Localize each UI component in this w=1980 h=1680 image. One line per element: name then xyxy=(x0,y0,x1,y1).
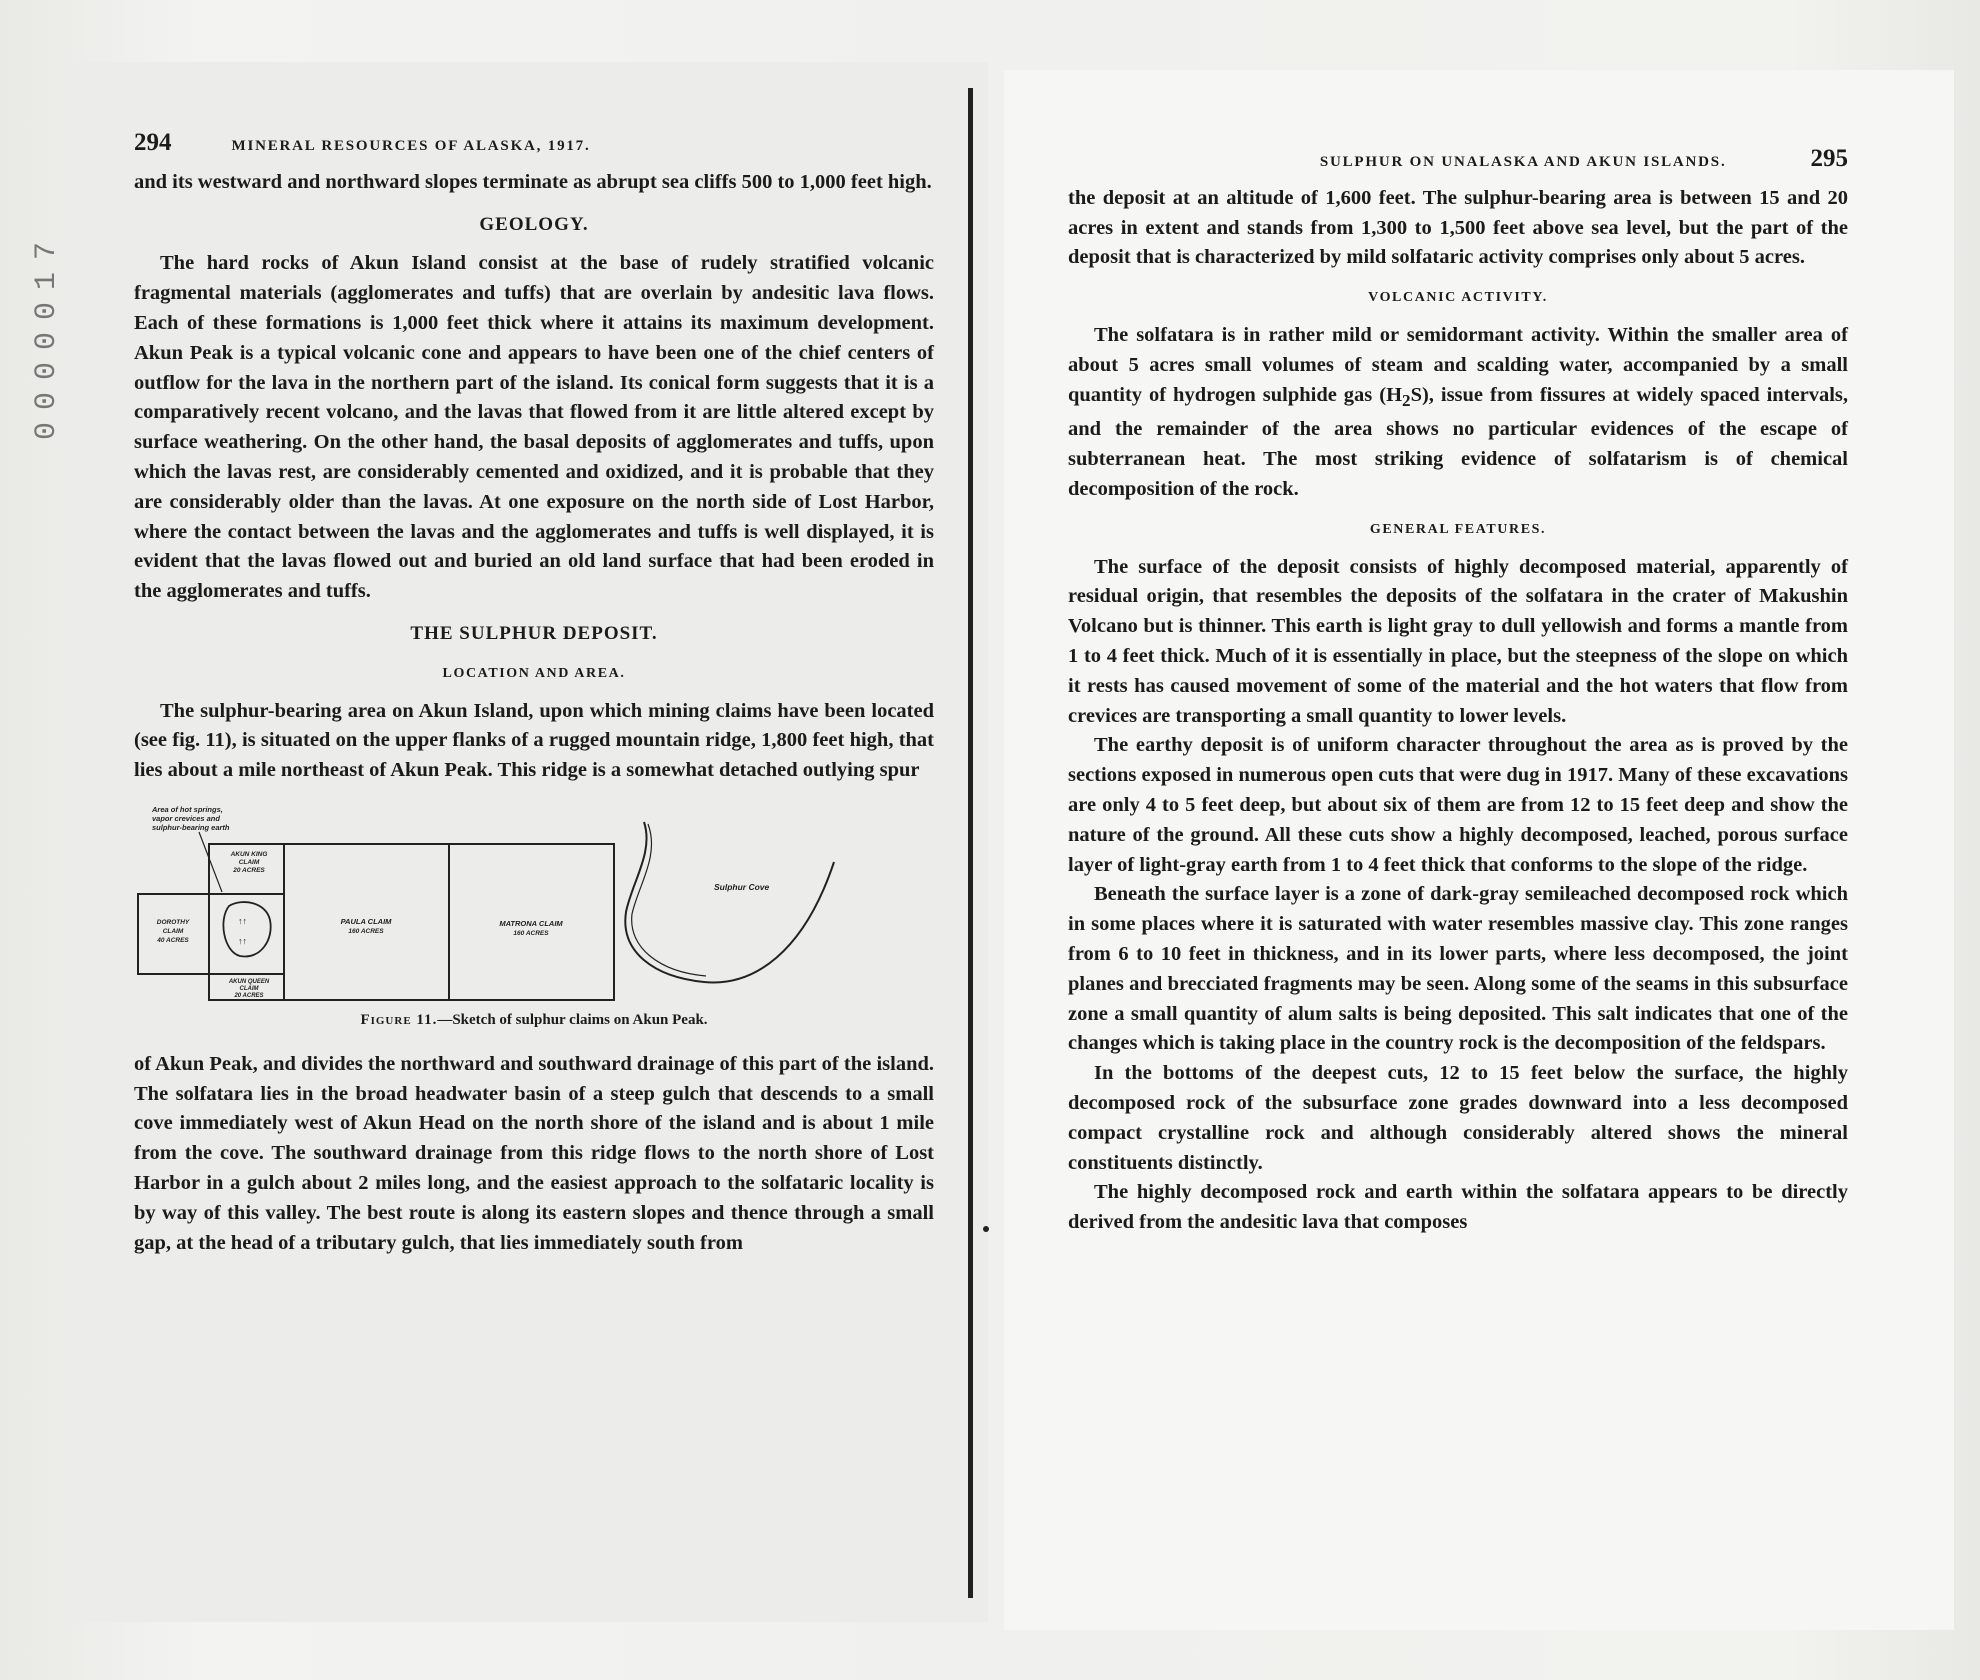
left-running-head xyxy=(134,128,934,162)
paragraph-general-5: The highly decomposed rock and earth within the solfatara appears to be directly derived from the andesitic lava that composes xyxy=(1068,1181,1848,1234)
subheading-general-features: GENERAL FEATURES. xyxy=(1369,521,1547,537)
paragraph-altitude: the deposit at an altitude of 1,600 feet. The sulphur-bearing area is between 15 and 20 acres in extent and stands from 1,300 to 1,500 feet above sea level, but the part of the deposit that is characterized by mild solfataric activity comprises only about 5 acres. xyxy=(1068,186,1848,269)
paragraph-general-2: The earthy deposit is of uniform character throughout the area as is proved by the sections exposed in numerous open cuts that were dug in 1917. Many of these excavations are only 4 to 5 feet deep, but about six of them are from 12 to 15 feet deep and show the nature of the ground. All these cuts show a highly decomposed, leached, porous surface layer of light-gray earth from 1 to 4 feet thick that conforms to the slope of the ridge. xyxy=(1068,734,1848,876)
spring-symbol-2: ↑↑ xyxy=(238,935,247,946)
hot-springs-label-1: Area of hot springs, xyxy=(152,804,223,814)
left-page xyxy=(134,128,934,1258)
paragraph-drainage: of Akun Peak, and divides the northward and southward drainage of this part of the island. The solfatara lies in the broad headwater basin of a steep gulch that descends to a small cove immediately west of Akun Head on the north shore of the island and is about 1 mile from the cove. The southward drainage from this ridge flows to the north shore of Lost Harbor in a gulch about 2 miles long, and the easiest approach to the solfataric locality is by way of this valley. The best route is along its eastern slopes and thence through a small gap, at the head of a tributary gulch, that lies immediately south from xyxy=(134,1052,934,1254)
akun-king-acres: 20 ACRES xyxy=(233,866,265,874)
akun-queen-claim-word: CLAIM xyxy=(239,985,259,992)
spring-symbol-1: ↑↑ xyxy=(238,915,247,926)
hot-springs-label-3: sulphur-bearing earth xyxy=(152,822,230,832)
heading-sulphur-deposit: THE SULPHUR DEPOSIT. xyxy=(410,622,658,644)
paragraph-general-1: The surface of the deposit consists of highly decomposed material, apparently of residual origin, that resembles the deposits of the solfatara in the crater of Makushin Volcano but is thinner. This earth is light gray to dull yellowish and forms a mantle from 1 to 4 feet thick. Much of it is essentially in place, but the steepness of the slope on which it rests has caused movement of some of the material and the hot waters that flow from crevices are transporting a small quantity to lower levels. xyxy=(1068,555,1848,727)
coastline-outer xyxy=(625,822,834,982)
hot-springs-claim-box xyxy=(209,894,284,974)
paragraph-volcanic xyxy=(1068,321,1848,505)
book-gutter-line xyxy=(968,88,973,1598)
paragraph-general-4: In the bottoms of the deepest cuts, 12 to 15 feet below the surface, the highly decomposed rock of the subsurface zone grades downward into a less decomposed compact crystalline rock and although considerably altered shows the mineral constituents distinctly. xyxy=(1068,1062,1848,1174)
figure-caption xyxy=(134,1006,934,1036)
hot-springs-area-outline xyxy=(223,902,270,956)
akun-queen-label: AKUN QUEEN xyxy=(228,978,270,985)
paragraph-intro: and its westward and northward slopes terminate as abrupt sea cliffs 500 to 1,000 feet high. xyxy=(134,170,932,193)
heading-geology: GEOLOGY. xyxy=(479,213,589,235)
paragraph-location: The sulphur-bearing area on Akun Island, upon which mining claims have been located (see fig. 11), is situated on the upper flanks of a rugged mountain ridge, 1,800 feet high, that lies about a mile northeast of Akun Peak. This ridge is a somewhat detached outlying spur xyxy=(134,699,934,782)
left-running-title: MINERAL RESOURCES OF ALASKA, 1917. xyxy=(231,138,591,154)
hot-springs-leader-line xyxy=(199,832,222,892)
left-page-number: 294 xyxy=(134,129,172,156)
figure-number: Figure 11. xyxy=(360,1011,438,1028)
figure-claims-sketch xyxy=(134,802,934,1036)
paragraph-general-3: Beneath the surface layer is a zone of dark-gray semileached decomposed rock which in some places where it is saturated with water resembles massive clay. This zone ranges from 6 to 10 feet in thickness, and in its lower parts, where less decomposed, the joint planes and brecciated fragments may be seen. Along some of the seams in this subsurface zone a small quantity of alum salts is being deposited. This salt indicates that one of the changes which is taking place in the country rock is the decomposition of the feldspars. xyxy=(1068,883,1848,1055)
paula-label: PAULA CLAIM xyxy=(340,916,392,926)
akun-queen-acres: 20 ACRES xyxy=(234,992,264,999)
paragraph-geology: The hard rocks of Akun Island consist at the base of rudely stratified volcanic fragmental materials (agglomerates and tuffs) that are overlain by andesitic lava flows. Each of these formations is 1,000 feet thick where it attains its maximum development. Akun Peak is a typical volcanic cone and appears to have been one of the chief centers of outflow for the lava in the northern part of the island. Its conical form suggests that it is a comparatively recent volcano, and the lavas that flowed from it are little altered except by surface weathering. On the other hand, the basal deposits of agglomerates and tuffs, upon which the lavas rest, are considerably cemented and oxidized, and it is probable that they are considerably older than the lavas. At one exposure on the north side of Lost Harbor, where the contact between the lavas and the agglomerates and tuffs is well displayed, it is evident that the lavas flowed out and buried an old land surface that had been eroded in the agglomerates and tuffs. xyxy=(134,252,934,603)
matrona-label: MATRONA CLAIM xyxy=(499,918,563,928)
akun-king-label: AKUN KING xyxy=(230,850,268,858)
subheading-volcanic-activity: VOLCANIC ACTIVITY. xyxy=(1368,290,1548,306)
gutter-dot xyxy=(983,1226,989,1232)
subheading-location-area: LOCATION AND AREA. xyxy=(442,665,626,681)
right-page-number: 295 xyxy=(1810,145,1848,172)
figure-caption-text: —Sketch of sulphur claims on Akun Peak. xyxy=(437,1011,708,1028)
volcanic-text-after: S), issue from fissures at widely spaced intervals, and the remainder of the area shows no particular evidences of the escape of subterranean heat. The most striking evidence of solfatarism is of chemical decomposition of the rock. xyxy=(1068,383,1848,501)
right-running-head xyxy=(1068,144,1848,178)
dorothy-claim-word: CLAIM xyxy=(162,927,184,935)
sulphur-cove-label: Sulphur Cove xyxy=(714,881,770,892)
right-running-title: SULPHUR ON UNALASKA AND AKUN ISLANDS. xyxy=(1319,154,1727,170)
right-page xyxy=(1068,144,1848,1238)
dorothy-acres: 40 ACRES xyxy=(157,936,189,944)
coastline-inner xyxy=(632,824,706,976)
volcanic-text-before: The solfatara is in rather mild or semidormant activity. Within the smaller area of about 5 acres small volumes of steam and scalding water, accompanied by a small quantity of hydrogen sulphide gas (H xyxy=(1068,323,1848,406)
scan-id-stamp: 0000017 xyxy=(30,229,64,440)
dorothy-label: DOROTHY xyxy=(156,918,190,926)
volcanic-subscript: 2 xyxy=(1402,390,1411,410)
akun-king-claim-word: CLAIM xyxy=(238,858,260,866)
matrona-acres: 160 ACRES xyxy=(513,929,549,937)
paula-acres: 160 ACRES xyxy=(348,927,384,935)
hot-springs-label-2: vapor crevices and xyxy=(152,813,220,823)
claims-sketch-svg xyxy=(134,802,934,1002)
